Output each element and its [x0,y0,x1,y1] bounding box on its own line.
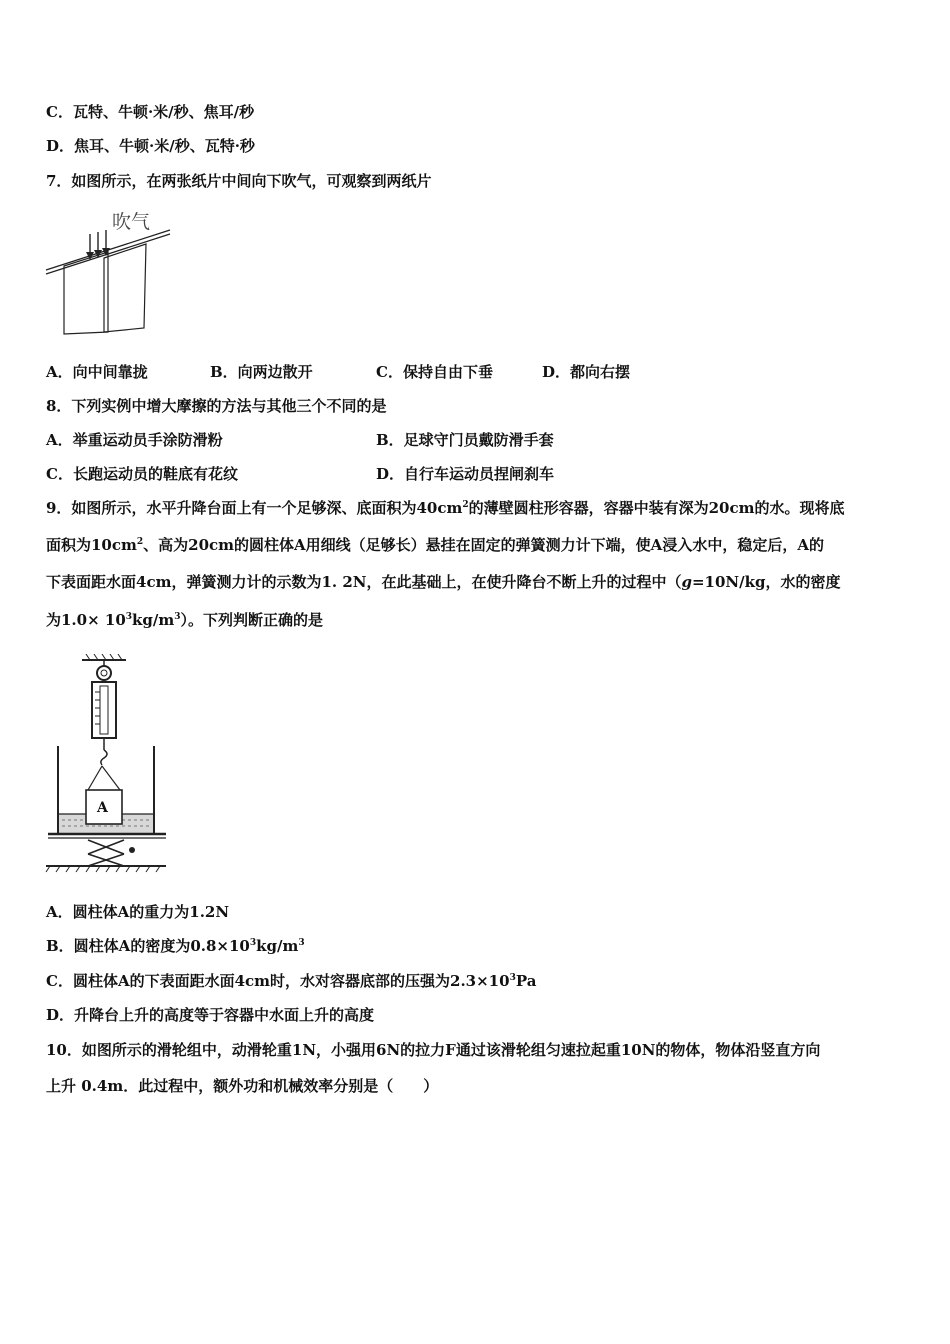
q9-option-a: A．圆柱体A的重力为1.2N [46,903,230,921]
q8-stem: 8．下列实例中增大摩擦的方法与其他三个不同的是 [46,397,387,415]
q9-stem-line-1: 9．如图所示，水平升降台面上有一个足够深、底面积为$40cm^2$的薄壁圆柱形容器，容器中装有深为20cm的水。现将底 [46,499,845,517]
q9-stem-line-4: 为$1.0\times 10^3kg/m^3$）。下列判断正确的是 [46,611,324,629]
q9-figure [42,654,172,874]
q7-option-a: A．向中间靠拢 [46,363,148,381]
q7-option-b: B．向两边散开 [210,363,313,381]
q7-option-d: D．都向右摆 [542,363,631,381]
q7-option-c: C．保持自由下垂 [376,363,493,381]
q10-stem-line-1: 10．如图所示的滑轮组中，动滑轮重1N，小强用6N的拉力F通过该滑轮组匀速拉起重10N的物体，物体沿竖直方向 [46,1041,821,1059]
q7-figure [40,204,180,342]
q7-stem: 7．如图所示，在两张纸片中间向下吹气，可观察到两纸片 [46,172,432,190]
q9-option-c: C．圆柱体A的下表面距水面4cm时，水对容器底部的压强为$2.3\times 10^3Pa$ [46,972,537,990]
q9-stem-line-3: 下表面距水面4cm，弹簧测力计的示数为1. 2N，在此基础上，在使升降台不断上升的过程中（g=10N/kg，水的密度 [46,573,841,591]
q8-option-a: A．举重运动员手涂防滑粉 [46,431,223,449]
q8-option-d: D．自行车运动员捏闸刹车 [376,465,555,483]
q6-option-d: D．焦耳、牛顿·米/秒、瓦特·秒 [46,137,255,155]
q9-stem-line-2: 面积为$10cm^2$、高为20cm的圆柱体A用细线（足够长）悬挂在固定的弹簧测力计下端，使A浸入水中，稳定后，A的 [46,536,824,554]
q9-option-d: D．升降台上升的高度等于容器中水面上升的高度 [46,1006,375,1024]
q9-option-b: B．圆柱体A的密度为$0.8\times 10^3kg/m^3$ [46,937,305,955]
q7-figure-label: 吹气 [112,211,151,233]
q9-figure-label: A [97,800,108,816]
q8-option-b: B．足球守门员戴防滑手套 [376,431,554,449]
q6-option-c: C．瓦特、牛顿·米/秒、焦耳/秒 [46,103,255,121]
q10-stem-line-2: 上升 0.4m．此过程中，额外功和机械效率分别是（ ） [46,1077,439,1095]
q8-option-c: C．长跑运动员的鞋底有花纹 [46,465,238,483]
